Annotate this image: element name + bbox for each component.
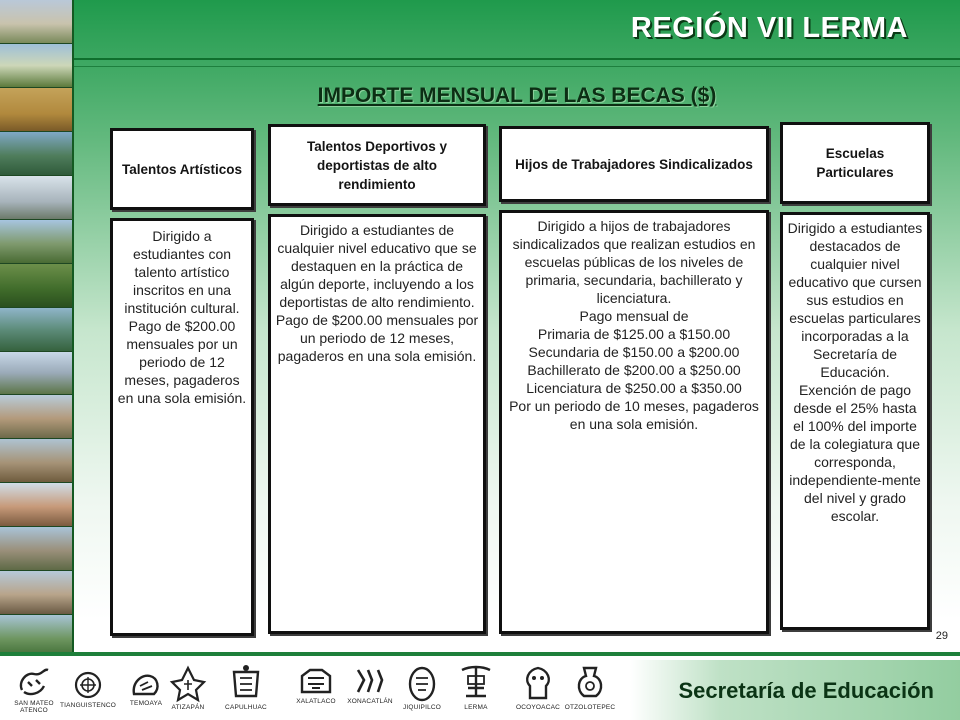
card-body (780, 212, 930, 630)
card-title-text: Talentos Artísticos (121, 161, 243, 177)
card-escuelas-particulares (780, 122, 930, 630)
region-title: REGIÓN VII LERMA (630, 12, 908, 44)
card-body-line: Dirigido a estudiantes con talento artístico inscritos en una institución cultural. (124, 228, 240, 316)
capulhuac-glyph-icon (226, 662, 266, 704)
municipality-logo (58, 670, 118, 709)
municipality-logo (560, 662, 620, 711)
san-mateo-atenco-glyph-icon (14, 662, 54, 700)
card-body-line: Secundaria de $150.00 a $200.00 (528, 344, 740, 360)
card-body (499, 210, 769, 634)
card-body-line: Primaria de $125.00 a $150.00 (537, 326, 731, 342)
card-title (268, 124, 486, 206)
card-body-line: Dirigido a estudiantes destacados de cualquier nivel educativo que cursen sus estudios en escuelas particulares incorporadas a la Secretaría de Educación. (787, 220, 923, 380)
logo-label: TEMOAYA (129, 700, 163, 707)
card-talentos-deportivos (268, 124, 486, 634)
photo-ruins (0, 439, 72, 483)
card-body-text (275, 221, 479, 365)
organization-banner (630, 660, 960, 720)
municipality-logo (216, 662, 276, 711)
logo-label: XALATLACO (296, 698, 336, 705)
card-body (110, 218, 254, 636)
municipality-logo (158, 664, 218, 711)
top-divider (74, 58, 960, 60)
card-body-text (117, 227, 247, 407)
card-body-text (506, 217, 762, 433)
otzolotepec-glyph-icon (570, 662, 610, 704)
top-divider-secondary (74, 66, 960, 67)
page-number: 29 (935, 630, 948, 642)
logo-label: TIANGUISTENCO (59, 702, 117, 709)
municipality-logo (508, 664, 568, 711)
card-body-line: Licenciatura de $250.00 a $350.00 (526, 380, 742, 396)
photo-mountain (0, 220, 72, 264)
photo-cathedral (0, 571, 72, 615)
card-body (268, 214, 486, 634)
lerma-glyph-icon (456, 662, 496, 704)
photo-reeds (0, 88, 72, 132)
card-body-line: Exención de pago desde el 25% hasta el 100% del importe de la colegiatura que corresponda, independiente-mente del nivel y grado escolar. (789, 382, 921, 524)
card-title-text: Escuelas Particulares (816, 146, 894, 180)
photo-forest (0, 264, 72, 308)
tianguistenco-glyph-icon (68, 670, 108, 702)
page-title: IMPORTE MENSUAL DE LAS BECAS ($) (317, 84, 717, 107)
logo-label: OTZOLOTEPEC (564, 704, 616, 711)
logo-label: SAN MATEO ATENCO (14, 700, 54, 714)
ocoyoacac-glyph-icon (518, 664, 558, 704)
card-title (499, 126, 769, 202)
logo-label: LERMA (464, 704, 488, 711)
card-body-line: Pago de $200.00 mensuales por un periodo de 12 meses, pagaderos en una sola emisión. (275, 312, 479, 364)
photo-town (0, 527, 72, 571)
card-talentos-artisticos (110, 128, 254, 636)
logo-label: OCOYOACAC (515, 704, 561, 711)
municipality-logo (392, 664, 452, 711)
photo-landscape (0, 44, 72, 88)
photo-bridge (0, 308, 72, 352)
logo-label: ATIZAPÁN (171, 704, 205, 711)
card-title-text: Hijos de Trabajadores Sindicalizados (515, 156, 753, 172)
municipality-logo (446, 662, 506, 711)
photo-village (0, 395, 72, 439)
jiquipilco-glyph-icon (402, 664, 442, 704)
card-body-line: Bachillerato de $200.00 a $250.00 (527, 362, 741, 378)
photo-church (0, 483, 72, 527)
municipality-logo (286, 664, 346, 705)
organization-name: Secretaría de Educación (678, 678, 934, 703)
card-title (780, 122, 930, 204)
card-body-line: Dirigido a estudiantes de cualquier nivel educativo que se destaquen en la práctica de algún deporte, incluyendo a los deportistas de alto rendimiento. (277, 222, 477, 310)
xonacatlan-glyph-icon (350, 664, 390, 698)
photo-boat-lake (0, 132, 72, 176)
card-hijos-trabajadores (499, 126, 769, 634)
xalatlaco-glyph-icon (296, 664, 336, 698)
card-title-text: Talentos Deportivos y deportistas de alto rendimiento (306, 138, 448, 192)
municipality-logo (4, 662, 64, 714)
card-title (110, 128, 254, 210)
card-body-line: Pago de $200.00 mensuales por un periodo de 12 meses, pagaderos en una sola emisión. (117, 318, 247, 406)
card-body-line: Por un periodo de 10 meses, pagaderos en una sola emisión. (509, 398, 759, 432)
logo-label: JIQUIPILCO (402, 704, 442, 711)
atizapan-glyph-icon (168, 664, 208, 704)
logo-label: XONACATLÁN (347, 698, 393, 705)
logo-label: CAPULHUAC (225, 704, 267, 711)
card-body-text (787, 219, 923, 525)
photo-monument (0, 0, 72, 44)
photo-industry (0, 176, 72, 220)
photo-volcano (0, 352, 72, 396)
card-body-line: Pago mensual de (579, 308, 689, 324)
municipality-logo (340, 664, 400, 705)
photo-strip (0, 0, 74, 658)
card-body-line: Dirigido a hijos de trabajadores sindicalizados que realizan estudios en escuelas públicas de los niveles de primaria, secundaria, bachillerato y licenciatura. (512, 218, 756, 306)
